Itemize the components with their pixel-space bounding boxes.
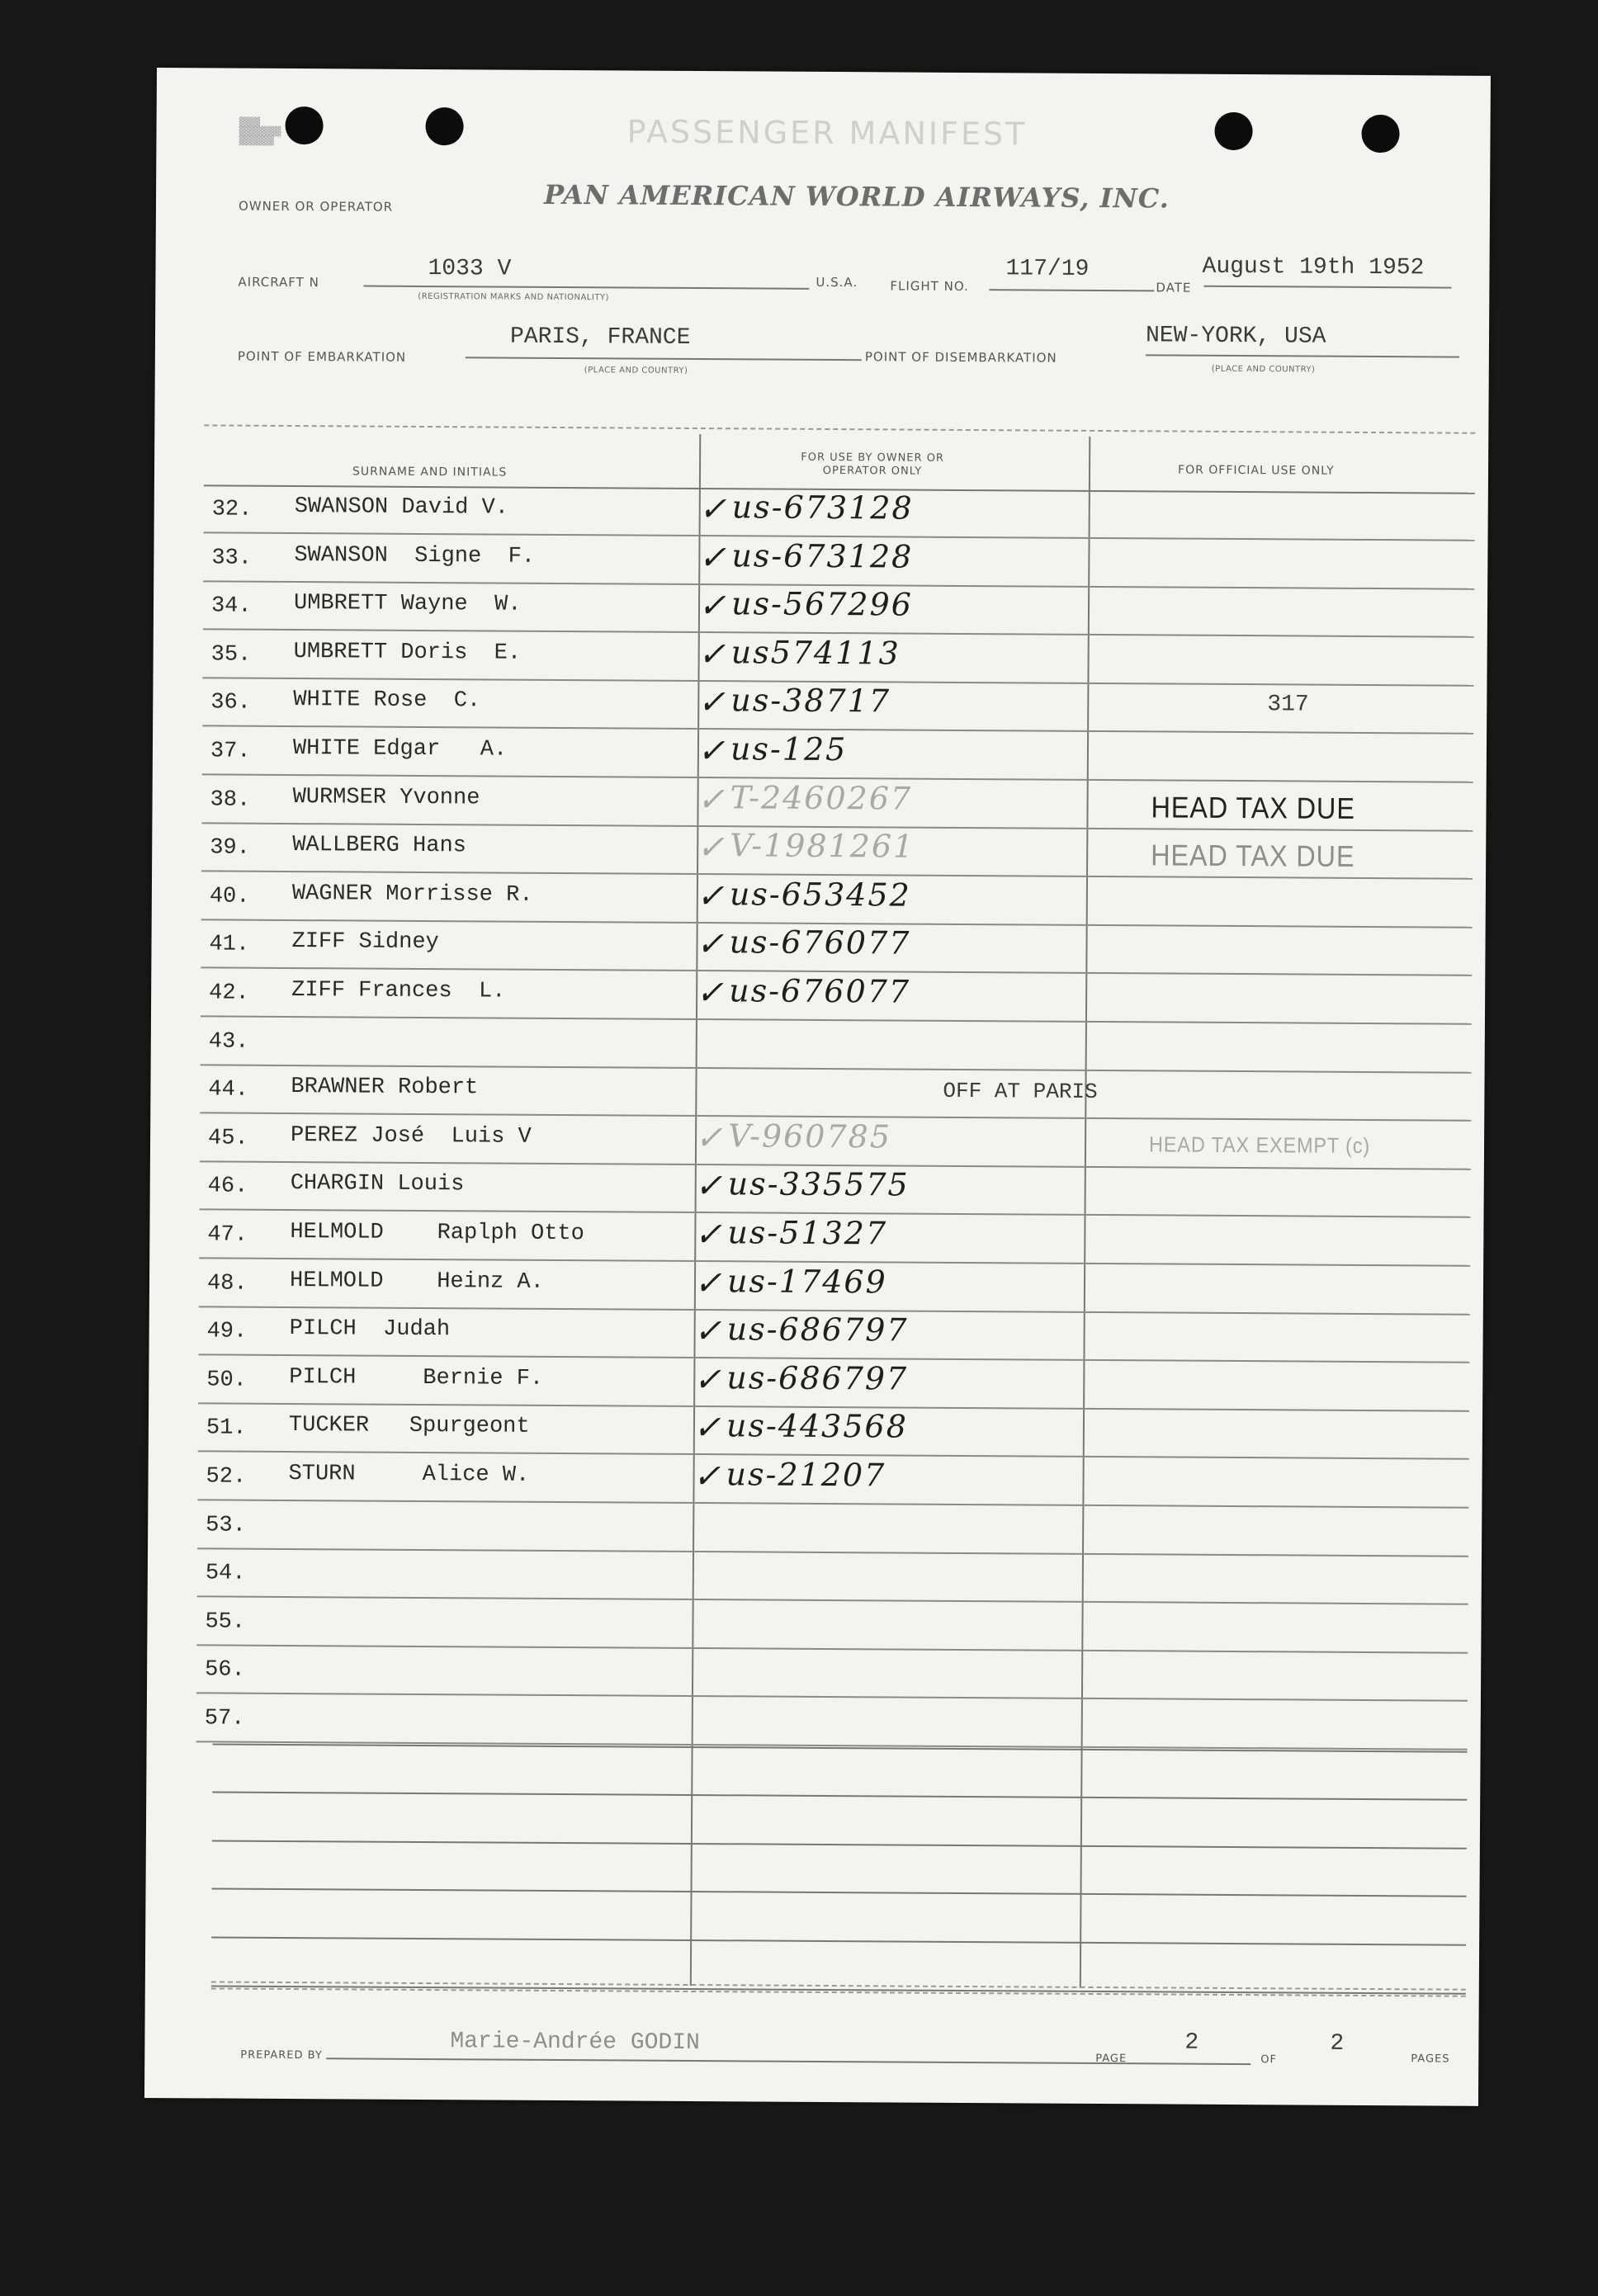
table-row bbox=[201, 776, 1473, 831]
passenger-name: ZIFF Frances L. bbox=[291, 978, 506, 1004]
row-number: 37. bbox=[210, 739, 251, 764]
disembark-sub: (PLACE AND COUNTRY) bbox=[1211, 364, 1316, 375]
owner-label: OWNER OR OPERATOR bbox=[238, 198, 394, 215]
check-mark: ✓ bbox=[698, 538, 729, 577]
blank-rule bbox=[211, 1936, 1466, 1945]
check-mark: ✓ bbox=[694, 1216, 725, 1254]
table-row bbox=[197, 1550, 1468, 1605]
official-note: 317 bbox=[1267, 692, 1309, 718]
row-number: 47. bbox=[207, 1222, 248, 1248]
page-label: PAGE bbox=[1095, 2052, 1128, 2066]
flight-value: 117/19 bbox=[1005, 256, 1090, 282]
table-row bbox=[202, 679, 1473, 735]
passport-number: us-125 bbox=[730, 730, 848, 768]
table-row bbox=[196, 1694, 1468, 1750]
prepared-value: Marie-Andrée GODIN bbox=[450, 2029, 700, 2057]
row-number: 56. bbox=[205, 1657, 245, 1684]
table-row bbox=[201, 921, 1472, 976]
table-row bbox=[201, 872, 1473, 928]
table-row bbox=[201, 1018, 1472, 1073]
row-number: 40. bbox=[209, 884, 250, 909]
passport-number: V-1981261 bbox=[730, 827, 915, 865]
manifest-sheet bbox=[144, 68, 1491, 2106]
passport-number: us574113 bbox=[730, 634, 901, 672]
row-number: 35. bbox=[210, 642, 252, 668]
check-mark: ✓ bbox=[693, 1264, 724, 1302]
passenger-name: PEREZ José Luis V bbox=[291, 1122, 532, 1150]
table-row bbox=[198, 1356, 1469, 1411]
aircraft-sub: (REGISTRATION MARKS AND NATIONALITY) bbox=[418, 291, 609, 303]
passport-number: V-960785 bbox=[727, 1117, 892, 1155]
row-number: 44. bbox=[208, 1077, 249, 1103]
check-mark: ✓ bbox=[694, 1167, 725, 1206]
table-row bbox=[201, 824, 1473, 880]
row-number: 38. bbox=[210, 787, 251, 813]
check-mark: ✓ bbox=[697, 683, 727, 722]
row-number: 45. bbox=[207, 1126, 248, 1151]
passenger-name: UMBRETT Wayne W. bbox=[293, 591, 522, 617]
punch-hole-4 bbox=[1361, 115, 1399, 153]
row-number: 34. bbox=[210, 593, 252, 619]
table-row bbox=[200, 1114, 1471, 1169]
flight-label: FLIGHT NO. bbox=[890, 278, 969, 295]
check-mark: ✓ bbox=[696, 876, 726, 916]
row-number: 52. bbox=[206, 1464, 247, 1490]
table-row bbox=[202, 727, 1473, 782]
passenger-name: WHITE Edgar A. bbox=[292, 736, 508, 763]
aircraft-value: 1033 V bbox=[428, 256, 512, 282]
passport-number: us-443568 bbox=[726, 1407, 908, 1445]
date-label: DATE bbox=[1156, 280, 1192, 295]
row-number: 36. bbox=[210, 690, 251, 716]
table-row bbox=[199, 1259, 1470, 1315]
passenger-name: SWANSON David V. bbox=[294, 494, 509, 521]
disembark-label: POINT OF DISEMBARKATION bbox=[864, 349, 1057, 366]
check-mark: ✓ bbox=[697, 829, 726, 867]
passport-number: us-21207 bbox=[726, 1456, 886, 1494]
disembark-value: NEW-YORK, USA bbox=[1145, 323, 1326, 350]
faint-approval-stamp: ▓▓▓ ▓▓▓▓▓▓ ▓▓▓▓▓ bbox=[239, 116, 281, 146]
table-row bbox=[200, 1163, 1471, 1218]
airline-name: PAN AMERICAN WORLD AIRWAYS, INC. bbox=[543, 178, 1170, 215]
row-number: 49. bbox=[206, 1319, 248, 1344]
check-mark: ✓ bbox=[697, 732, 727, 771]
row-number: 54. bbox=[205, 1561, 246, 1586]
passport-number: us-51327 bbox=[727, 1214, 888, 1252]
passenger-name: ZIFF Sidney bbox=[291, 929, 439, 956]
table-row bbox=[198, 1405, 1469, 1460]
row-number: 53. bbox=[206, 1512, 246, 1538]
blank-rule bbox=[212, 1888, 1467, 1897]
page-title: PASSENGER MANIFEST bbox=[626, 113, 1028, 153]
passenger-name: WURMSER Yvonne bbox=[292, 784, 480, 811]
row-number: 46. bbox=[207, 1174, 248, 1200]
passenger-name: UMBRETT Doris E. bbox=[293, 639, 522, 666]
col-owner-use: FOR USE BY OWNER OR OPERATOR ONLY bbox=[801, 451, 945, 478]
table-row bbox=[196, 1598, 1468, 1653]
table-row bbox=[201, 969, 1472, 1024]
row-number: 48. bbox=[206, 1270, 248, 1297]
table-row bbox=[200, 1066, 1471, 1122]
passenger-name: WALLBERG Hans bbox=[292, 833, 466, 859]
check-mark: ✓ bbox=[697, 780, 727, 819]
prepared-label: PREPARED BY bbox=[240, 2048, 323, 2062]
official-note: HEAD TAX DUE bbox=[1151, 838, 1355, 874]
passport-number: us-567296 bbox=[730, 585, 914, 623]
punch-hole-2 bbox=[425, 107, 463, 145]
row-number: 51. bbox=[206, 1415, 247, 1442]
row-number: 55. bbox=[205, 1609, 246, 1635]
table-row bbox=[202, 631, 1473, 686]
embark-sub: (PLACE AND COUNTRY) bbox=[584, 366, 688, 376]
col-surname: SURNAME AND INITIALS bbox=[352, 465, 508, 480]
embark-label: POINT OF EMBARKATION bbox=[237, 348, 407, 365]
check-mark: ✓ bbox=[697, 635, 728, 674]
check-mark: ✓ bbox=[694, 1118, 725, 1158]
row-number: 39. bbox=[210, 835, 250, 861]
aircraft-label: AIRCRAFT N bbox=[238, 274, 319, 291]
table-row bbox=[203, 583, 1474, 638]
blank-rule bbox=[212, 1840, 1467, 1849]
passenger-name: CHARGIN Louis bbox=[290, 1171, 465, 1198]
passport-number: us-676077 bbox=[729, 924, 911, 961]
row-number: 33. bbox=[211, 546, 253, 571]
table-row bbox=[196, 1646, 1468, 1702]
passenger-name: SWANSON Signe F. bbox=[294, 542, 536, 569]
check-mark: ✓ bbox=[696, 925, 726, 964]
page-value: 2 bbox=[1184, 2029, 1199, 2056]
check-mark: ✓ bbox=[698, 490, 729, 529]
passport-number: T-2460267 bbox=[730, 778, 913, 817]
passenger-name: PILCH Judah bbox=[289, 1316, 451, 1343]
table-row bbox=[199, 1211, 1470, 1266]
row-number: 43. bbox=[208, 1028, 249, 1055]
passport-number: us-17469 bbox=[726, 1262, 887, 1301]
row-number: 41. bbox=[209, 932, 250, 958]
blank-rule bbox=[212, 1792, 1467, 1801]
check-mark: ✓ bbox=[693, 1457, 723, 1496]
usa-label: U.S.A. bbox=[816, 274, 858, 291]
passenger-name: PILCH Bernie F. bbox=[289, 1364, 544, 1391]
passport-number: us-38717 bbox=[730, 682, 891, 720]
row-number: 50. bbox=[206, 1368, 247, 1393]
table-row bbox=[204, 485, 1475, 541]
punch-hole-3 bbox=[1214, 112, 1252, 150]
passport-number: us-686797 bbox=[726, 1359, 909, 1397]
passenger-name: STURN Alice W. bbox=[288, 1462, 530, 1488]
check-mark: ✓ bbox=[693, 1409, 723, 1448]
passenger-name: WAGNER Morrisse R. bbox=[291, 881, 533, 908]
passport-number: us-676077 bbox=[729, 972, 911, 1010]
passport-number: us-673128 bbox=[731, 489, 914, 527]
check-mark: ✓ bbox=[697, 587, 728, 626]
passenger-name: HELMOLD Heinz A. bbox=[289, 1268, 544, 1295]
check-mark: ✓ bbox=[696, 974, 726, 1013]
table-row bbox=[197, 1453, 1468, 1508]
of-value: 2 bbox=[1330, 2030, 1345, 2057]
passenger-name: BRAWNER Robert bbox=[291, 1075, 479, 1101]
pages-label: PAGES bbox=[1411, 2053, 1450, 2066]
check-mark: ✓ bbox=[693, 1312, 724, 1351]
passenger-name: TUCKER Spurgeont bbox=[288, 1413, 530, 1440]
passport-number: us-686797 bbox=[726, 1311, 909, 1349]
blank-lines bbox=[157, 68, 1491, 76]
table-row bbox=[197, 1501, 1468, 1557]
col-official-use: FOR OFFICIAL USE ONLY bbox=[1177, 463, 1335, 478]
row-number: 32. bbox=[211, 497, 253, 522]
official-note: HEAD TAX EXEMPT (c) bbox=[1148, 1131, 1371, 1158]
check-mark: ✓ bbox=[693, 1360, 723, 1400]
passenger-name: WHITE Rose C. bbox=[293, 687, 481, 714]
table-row bbox=[203, 534, 1474, 589]
date-value: August 19th 1952 bbox=[1202, 253, 1425, 281]
row-number: 57. bbox=[204, 1706, 245, 1731]
passenger-name: HELMOLD Raplph Otto bbox=[290, 1220, 584, 1247]
official-note: HEAD TAX DUE bbox=[1151, 789, 1355, 825]
of-label: OF bbox=[1260, 2053, 1278, 2067]
table-row bbox=[198, 1308, 1469, 1363]
embark-value: PARIS, FRANCE bbox=[509, 324, 691, 351]
passport-number: us-673128 bbox=[731, 536, 914, 575]
passport-number: us-653452 bbox=[729, 876, 911, 914]
passport-number: OFF AT PARIS bbox=[943, 1079, 1098, 1105]
row-number: 42. bbox=[209, 980, 249, 1006]
passport-number: us-335575 bbox=[727, 1165, 910, 1203]
